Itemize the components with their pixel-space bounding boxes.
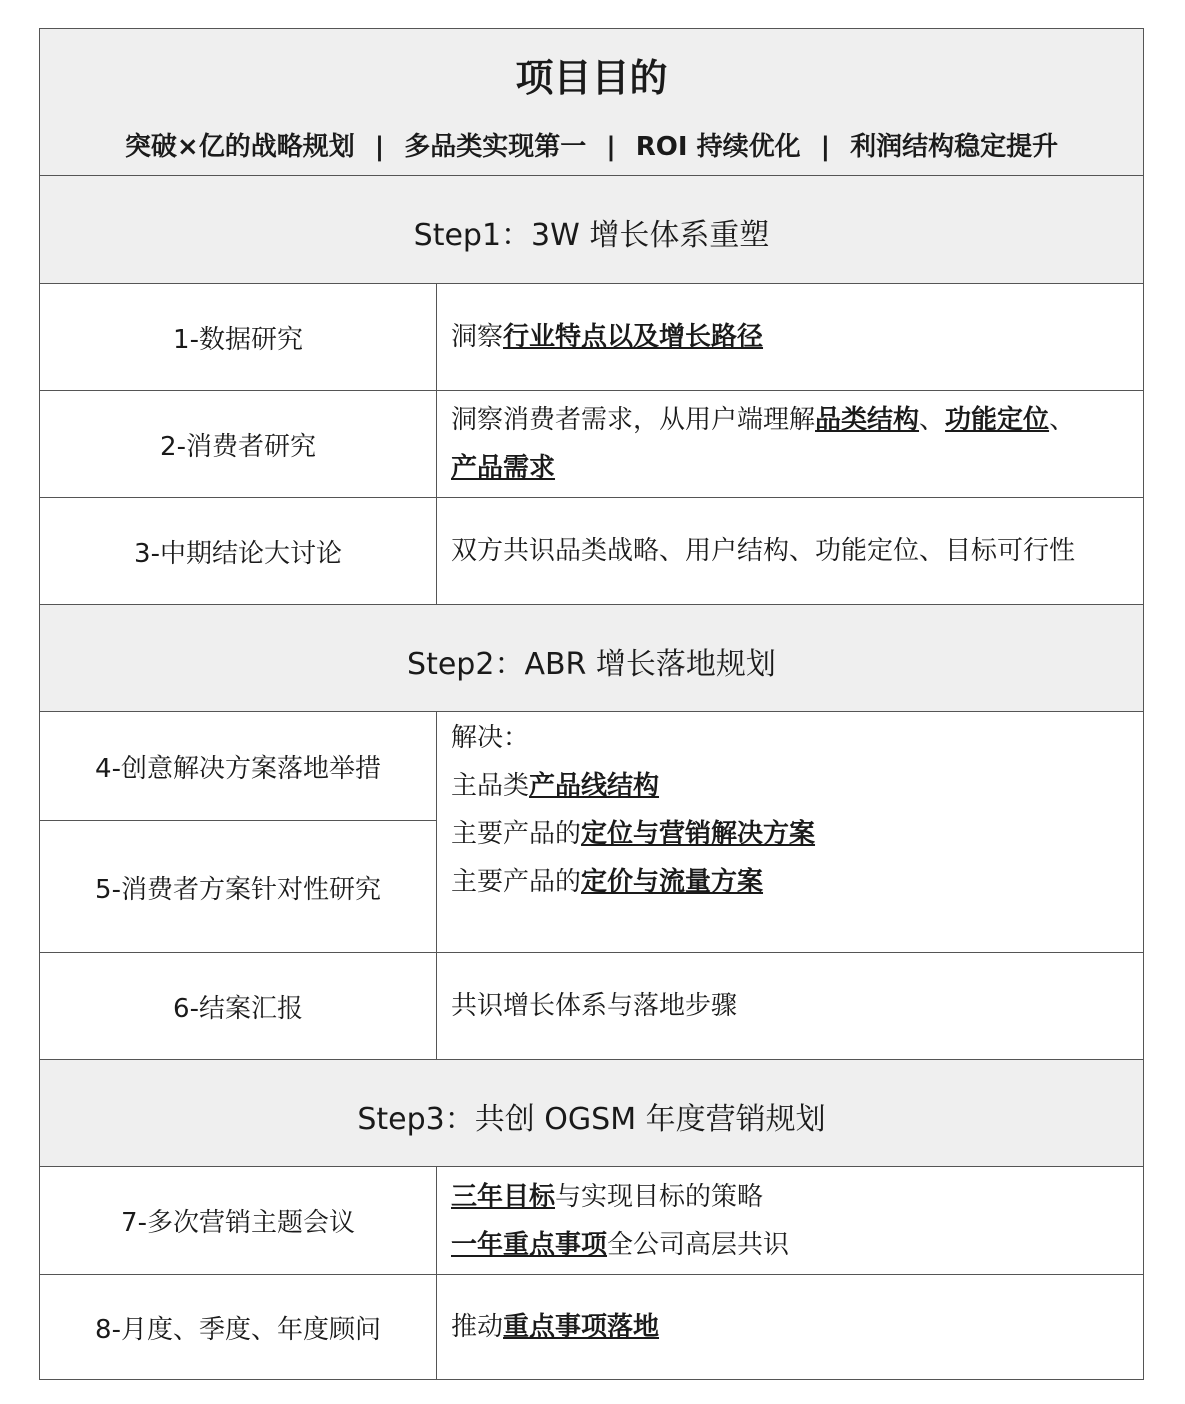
goal-item: 利润结构稳定提升 bbox=[850, 132, 1059, 162]
step-description bbox=[436, 1275, 1143, 1379]
description-text: 主品类 bbox=[451, 771, 530, 801]
goal-separator: | bbox=[820, 132, 831, 162]
step-label: 1-数据研究 bbox=[173, 324, 303, 355]
description-line bbox=[451, 714, 1135, 762]
goal-separator: | bbox=[606, 132, 616, 162]
description-text: 主要产品的 bbox=[451, 867, 582, 897]
goals-line bbox=[40, 126, 1143, 163]
highlight-text: 重点事项落地 bbox=[503, 1312, 660, 1342]
table-row bbox=[40, 1167, 1143, 1275]
description-text: 双方共识品类战略、用户结构、功能定位、目标可行性 bbox=[451, 536, 1076, 566]
description-line bbox=[451, 1173, 1135, 1221]
description-text: 共识增长体系与落地步骤 bbox=[451, 991, 738, 1021]
highlight-text: 产品线结构 bbox=[529, 771, 660, 801]
description-text: 、 bbox=[919, 405, 946, 435]
description-line bbox=[451, 982, 1135, 1030]
step-band bbox=[40, 176, 1143, 284]
goal-separator: | bbox=[374, 132, 385, 162]
table-row bbox=[40, 498, 1143, 605]
description-line bbox=[451, 396, 1135, 444]
description-line bbox=[451, 1303, 1135, 1351]
page-title: 项目目的 bbox=[515, 56, 668, 100]
step-band bbox=[40, 605, 1143, 712]
table-row-merged bbox=[40, 712, 1143, 953]
description-text: 与实现目标的策略 bbox=[555, 1181, 764, 1212]
step-label: 2-消费者研究 bbox=[160, 431, 316, 462]
description-text: 主要产品的 bbox=[451, 819, 582, 849]
step-description bbox=[436, 712, 1143, 952]
step-title: Step1：3W 增长体系重塑 bbox=[413, 218, 770, 253]
step-description bbox=[436, 498, 1143, 604]
highlight-text: 定价与流量方案 bbox=[581, 867, 764, 897]
step-band bbox=[40, 1060, 1143, 1167]
description-line bbox=[451, 527, 1135, 575]
description-text: 解决： bbox=[451, 723, 530, 753]
description-text: 推动 bbox=[451, 1312, 504, 1342]
description-text: 全公司高层共识 bbox=[607, 1229, 790, 1260]
step-label: 7-多次营销主题会议 bbox=[121, 1208, 355, 1238]
highlight-text: 功能定位 bbox=[945, 405, 1050, 435]
description-line bbox=[451, 313, 1135, 361]
description-line bbox=[451, 444, 1135, 492]
step-label: 4-创意解决方案落地举措 bbox=[95, 753, 381, 784]
highlight-text: 品类结构 bbox=[815, 405, 920, 435]
description-text: 洞察 bbox=[451, 322, 504, 352]
step-label: 5-消费者方案针对性研究 bbox=[95, 874, 381, 905]
description-text: 洞察消费者需求，从用户端理解 bbox=[451, 405, 816, 435]
description-line bbox=[451, 858, 1135, 906]
highlight-text: 一年重点事项 bbox=[451, 1229, 608, 1260]
goal-item: 突破×亿的战略规划 bbox=[124, 132, 355, 162]
step-title: Step3：共创 OGSM 年度营销规划 bbox=[357, 1102, 826, 1137]
highlight-text: 产品需求 bbox=[451, 453, 556, 483]
description-line bbox=[451, 810, 1135, 858]
table-row bbox=[40, 391, 1143, 498]
highlight-text: 行业特点以及增长路径 bbox=[503, 322, 764, 352]
header-band bbox=[40, 29, 1143, 176]
goal-item: 多品类实现第一 bbox=[404, 132, 587, 162]
step-description bbox=[436, 391, 1143, 497]
description-line bbox=[451, 762, 1135, 810]
step-label: 8-月度、季度、年度顾问 bbox=[95, 1314, 381, 1345]
goal-item: ROI 持续优化 bbox=[635, 132, 801, 162]
description-text: 、 bbox=[1049, 405, 1076, 435]
step-description bbox=[436, 284, 1143, 390]
highlight-text: 定位与营销解决方案 bbox=[581, 819, 816, 849]
goals-table bbox=[39, 28, 1144, 1380]
highlight-text: 三年目标 bbox=[451, 1181, 556, 1212]
step-description bbox=[436, 1167, 1143, 1274]
table-row bbox=[40, 953, 1143, 1060]
table-row bbox=[40, 284, 1143, 391]
description-line bbox=[451, 1221, 1135, 1269]
step-title: Step2：ABR 增长落地规划 bbox=[407, 647, 776, 682]
step-description bbox=[436, 953, 1143, 1059]
table-row bbox=[40, 1275, 1143, 1379]
step-label: 6-结案汇报 bbox=[173, 993, 303, 1024]
step-label: 3-中期结论大讨论 bbox=[134, 538, 342, 569]
